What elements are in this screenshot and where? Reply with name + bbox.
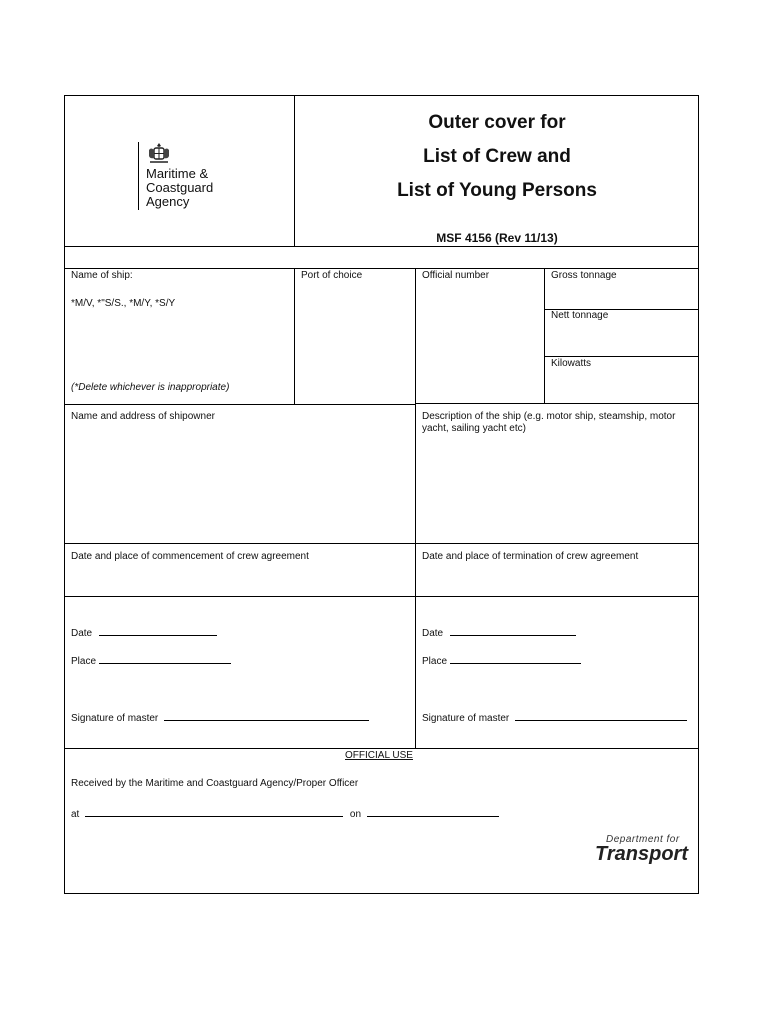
agreement-section-bottom: [64, 748, 699, 749]
ship-description-label: Description of the ship (e.g. motor ship, steamship, motor yacht, sailing yacht etc): [422, 411, 676, 434]
signature-blank[interactable]: [164, 710, 369, 721]
dft-logo-line-2: Transport: [595, 843, 688, 865]
agency-name-line-3: Agency: [146, 194, 190, 209]
dft-logo-line-1: Department for: [606, 834, 680, 845]
tonnage-line-2: [544, 356, 699, 357]
owner-section-bottom: [64, 543, 699, 544]
termination-signature-field[interactable]: [422, 710, 687, 725]
royal-crest-icon: [146, 142, 172, 166]
title-line-2: List of Crew and: [423, 146, 571, 167]
signature-label: Signature of master: [422, 713, 510, 724]
title-line-3: List of Young Persons: [397, 180, 597, 201]
commencement-label: Date and place of commencement of crew agreement: [71, 551, 309, 562]
on-label: on: [349, 809, 362, 820]
ship-section-bottom: [64, 404, 416, 405]
termination-label: Date and place of termination of crew agreement: [422, 551, 639, 562]
place-label: Place: [71, 656, 97, 667]
title-line-1: Outer cover for: [428, 112, 566, 133]
gross-tonnage-label: Gross tonnage: [551, 270, 617, 281]
at-label: at: [71, 809, 80, 820]
official-number-label: Official number: [422, 270, 490, 281]
place-label: Place: [422, 656, 448, 667]
termination-place-field[interactable]: [422, 653, 581, 668]
frame-right: [698, 95, 699, 894]
ship-name-label: Name of ship:: [71, 270, 133, 281]
at-blank[interactable]: [85, 806, 343, 817]
place-blank[interactable]: [99, 653, 231, 664]
commencement-place-field[interactable]: [71, 653, 231, 668]
spacer-line: [64, 268, 699, 269]
signature-blank[interactable]: [515, 710, 687, 721]
date-blank[interactable]: [450, 625, 576, 636]
mca-logo: [138, 142, 248, 212]
port-of-choice-label: Port of choice: [301, 270, 363, 281]
delete-note: (*Delete whichever is inappropriate): [71, 382, 230, 393]
signature-label: Signature of master: [71, 713, 159, 724]
ship-col-2: [415, 268, 416, 749]
date-label: Date: [422, 628, 444, 639]
date-blank[interactable]: [99, 625, 217, 636]
header-divider: [294, 95, 295, 247]
on-blank[interactable]: [367, 806, 499, 817]
received-by-text: Received by the Maritime and Coastguard Agency/Proper Officer: [71, 778, 359, 789]
date-label: Date: [71, 628, 93, 639]
form-number: MSF 4156 (Rev 11/13): [436, 231, 558, 245]
commencement-date-field[interactable]: [71, 625, 217, 640]
frame-top: [64, 95, 699, 96]
frame-left: [64, 95, 65, 894]
tonnage-line-3: [415, 403, 699, 404]
logo-rule: [138, 142, 139, 210]
agency-name-line-2: Coastguard: [146, 180, 214, 195]
official-at-on-field[interactable]: [71, 806, 499, 821]
nett-tonnage-label: Nett tonnage: [551, 310, 609, 321]
frame-bottom: [64, 893, 699, 894]
commencement-signature-field[interactable]: [71, 710, 369, 725]
official-use-heading: OFFICIAL USE: [345, 750, 413, 761]
ship-col-1: [294, 268, 295, 404]
agency-name-line-1: Maritime &: [146, 166, 209, 181]
ship-col-3: [544, 268, 545, 403]
shipowner-label: Name and address of shipowner: [71, 411, 215, 422]
termination-date-field[interactable]: [422, 625, 576, 640]
kilowatts-label: Kilowatts: [551, 358, 592, 369]
agreement-header-bottom: [64, 596, 699, 597]
place-blank[interactable]: [450, 653, 581, 664]
ship-prefix-options: *M/V, *"S/S., *M/Y, *S/Y: [71, 298, 176, 309]
header-bottom-line: [64, 246, 699, 247]
